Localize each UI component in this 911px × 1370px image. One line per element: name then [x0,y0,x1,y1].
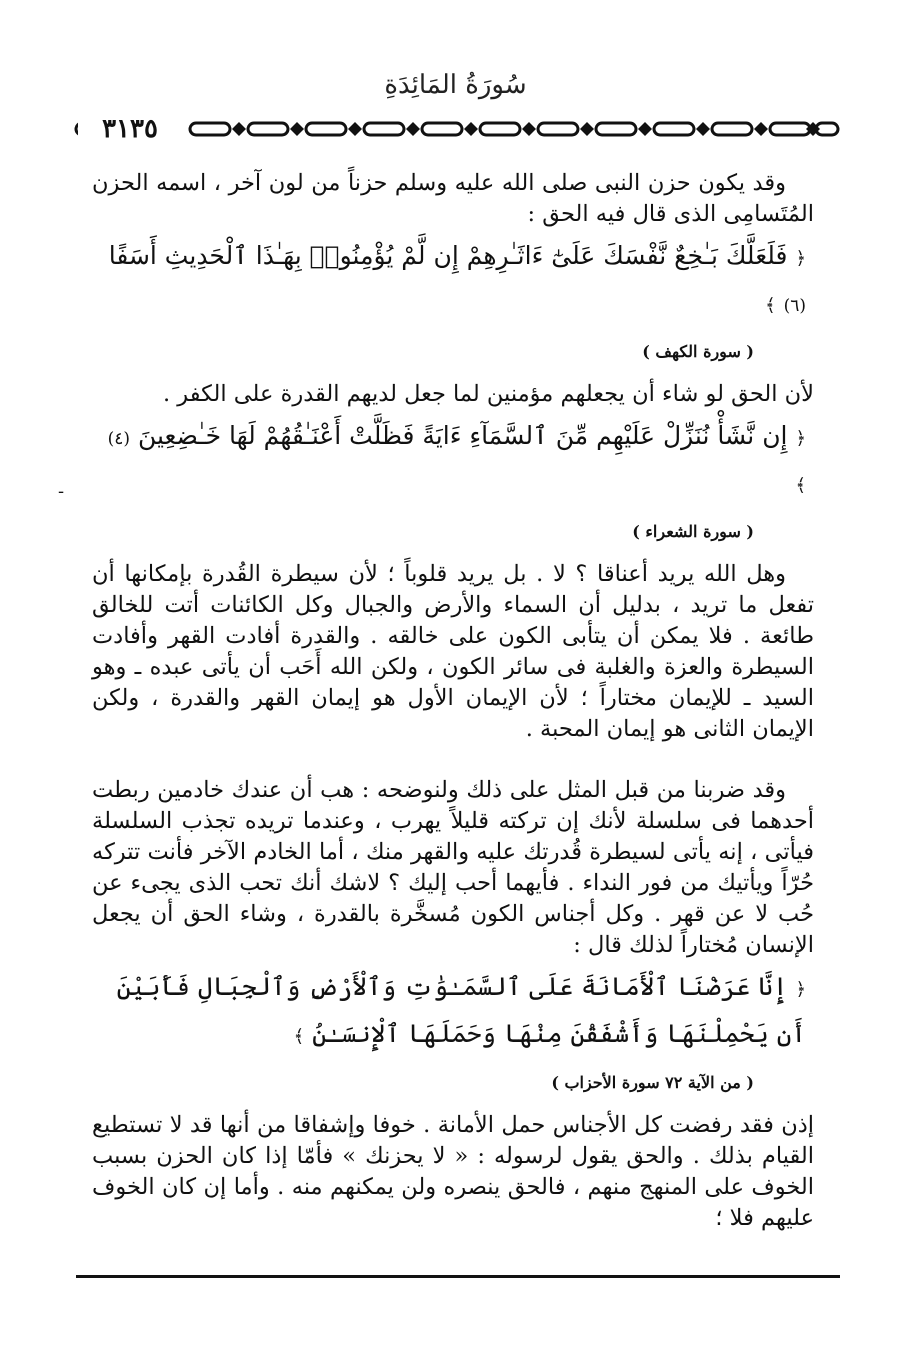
verse-close-bracket-icon: ﴾ [765,295,776,316]
surah-title: سُورَةُ المَائِدَةِ [384,70,527,100]
verse-open-bracket-icon: ﴿ [795,428,806,449]
paragraph-gap [92,745,814,775]
page-number: ٣١٣٥ [78,112,182,146]
footer-divider [76,1275,840,1278]
verse-3-reference: ( من الآية ٧٢ سورة الأحزاب ) [551,1073,754,1092]
quran-verse-1 [92,234,814,328]
verse-open-bracket-icon: ﴿ [795,248,806,269]
verse-close-bracket-icon: ﴾ [293,1026,305,1047]
verse-2-reference: ( سورة الشعراء ) [632,522,754,541]
paragraph-2: لأن الحق لو شاء أن يجعلهم مؤمنين لما جعل لديهم القدرة على الكفر . [163,381,814,407]
verse-3-text: إِنَّا عَرَضْنَا ٱلْأَمَانَةَ عَلَى ٱلسَّمَـٰوَٰتِ وَٱلْأَرْضِ وَٱلْجِبَالِ فَأَبَيْنَ أَن يَحْمِلْنَهَا وَأَشْفَقْنَ مِنْهَا وَحَمَلَهَا ٱلْإِنسَـٰنُ [116,972,806,1048]
verse-1-reference: ( سورة الكهف ) [642,342,754,361]
paragraph-3: وهل الله يريد أعناقا ؟ لا . بل يريد قلوباً ؛ لأن سيطرة القُدرة بإمكانها أن تفعل ما تريد ، بدليل أن السماء والأرض والجبال وكل الكائنات أتت للخالق طائعة . فلا يمكن أن يتأبى الكون على خالقه . والقدرة أفادت القهر وأفادت السيطرة والعزة والغلبة فى سائر الكون ، ولكن الله أَحَب أن يأتى عبده ـ وهو السيد ـ للإيمان مختاراً ؛ لأن الإيمان الأول هو إيمان القهر والقدرة ، ولكن الإيمان الثانى هو إيمان المحبة . [92,561,814,742]
verse-2-text: إِن نَّشَأْ نُنَزِّلْ عَلَيْهِم مِّنَ ٱلسَّمَآءِ ءَايَةً فَظَلَّتْ أَعْنَـٰقُهُمْ لَهَا خَـٰضِعِينَ [137,421,788,450]
quran-verse-3 [92,965,814,1059]
quran-verse-2 [92,414,814,508]
verse-1-number: (٦) [783,296,806,316]
paragraph-5: إذن فقد رفضت كل الأجناس حمل الأمانة . خوفا وإشفاقا من أنها قد لا تستطيع القيام بذلك . والحق يقول لرسوله : « لا يحزنك » فأمّا إذا كان الحزن بسبب الخوف على المنهج منهم ، فالحق ينصره ولن يمكنهم منه . وأما إن كان الخوف عليهم فلا ؛ [92,1112,814,1231]
verse-close-bracket-icon: ﴾ [795,475,806,496]
verse-open-bracket-icon: ﴿ [795,979,806,1000]
paragraph-4: وقد ضربنا من قبل المثل على ذلك ولنوضحه : هب أن عندك خادمين ربطت أحدهما فى سلسلة لأنك إن تركته قليلاً يهرب ، وعندما تريده تجذب السلسلة فيأتى ، إنه يأتى لسيطرة قُدرتك عليه والقهر منك ، أما الخادم الآخر فأنت تتركه حُرّاً ويأتيك من فور النداء . فأيهما أحب إليك ؟ لاشك أنك تحب الذى يجىء عن حُب لا عن قهر . وكل أجناس الكون مُسخَّرة بالقدرة ، وشاء الحق أن يجعل الإنسان مُختاراً لذلك قال : [92,777,814,958]
paragraph-1: وقد يكون حزن النبى صلى الله عليه وسلم حزناً من لون آخر ، اسمه الحزن المُتَسامِى الذى قال فيه الحق : [92,170,814,227]
verse-2-number: (٤) [107,429,130,449]
header-ornament-icon [72,112,842,146]
verse-1-text: فَلَعَلَّكَ بَـٰخِعٌ نَّفْسَكَ عَلَىٰٓ ءَاثَـٰرِهِمْ إِن لَّمْ يُؤْمِنُوا۟ بِهَـٰذَا ٱلْحَدِيثِ أَسَفًا [108,241,788,270]
page-body [92,168,814,1234]
margin-dash: - [58,481,65,502]
